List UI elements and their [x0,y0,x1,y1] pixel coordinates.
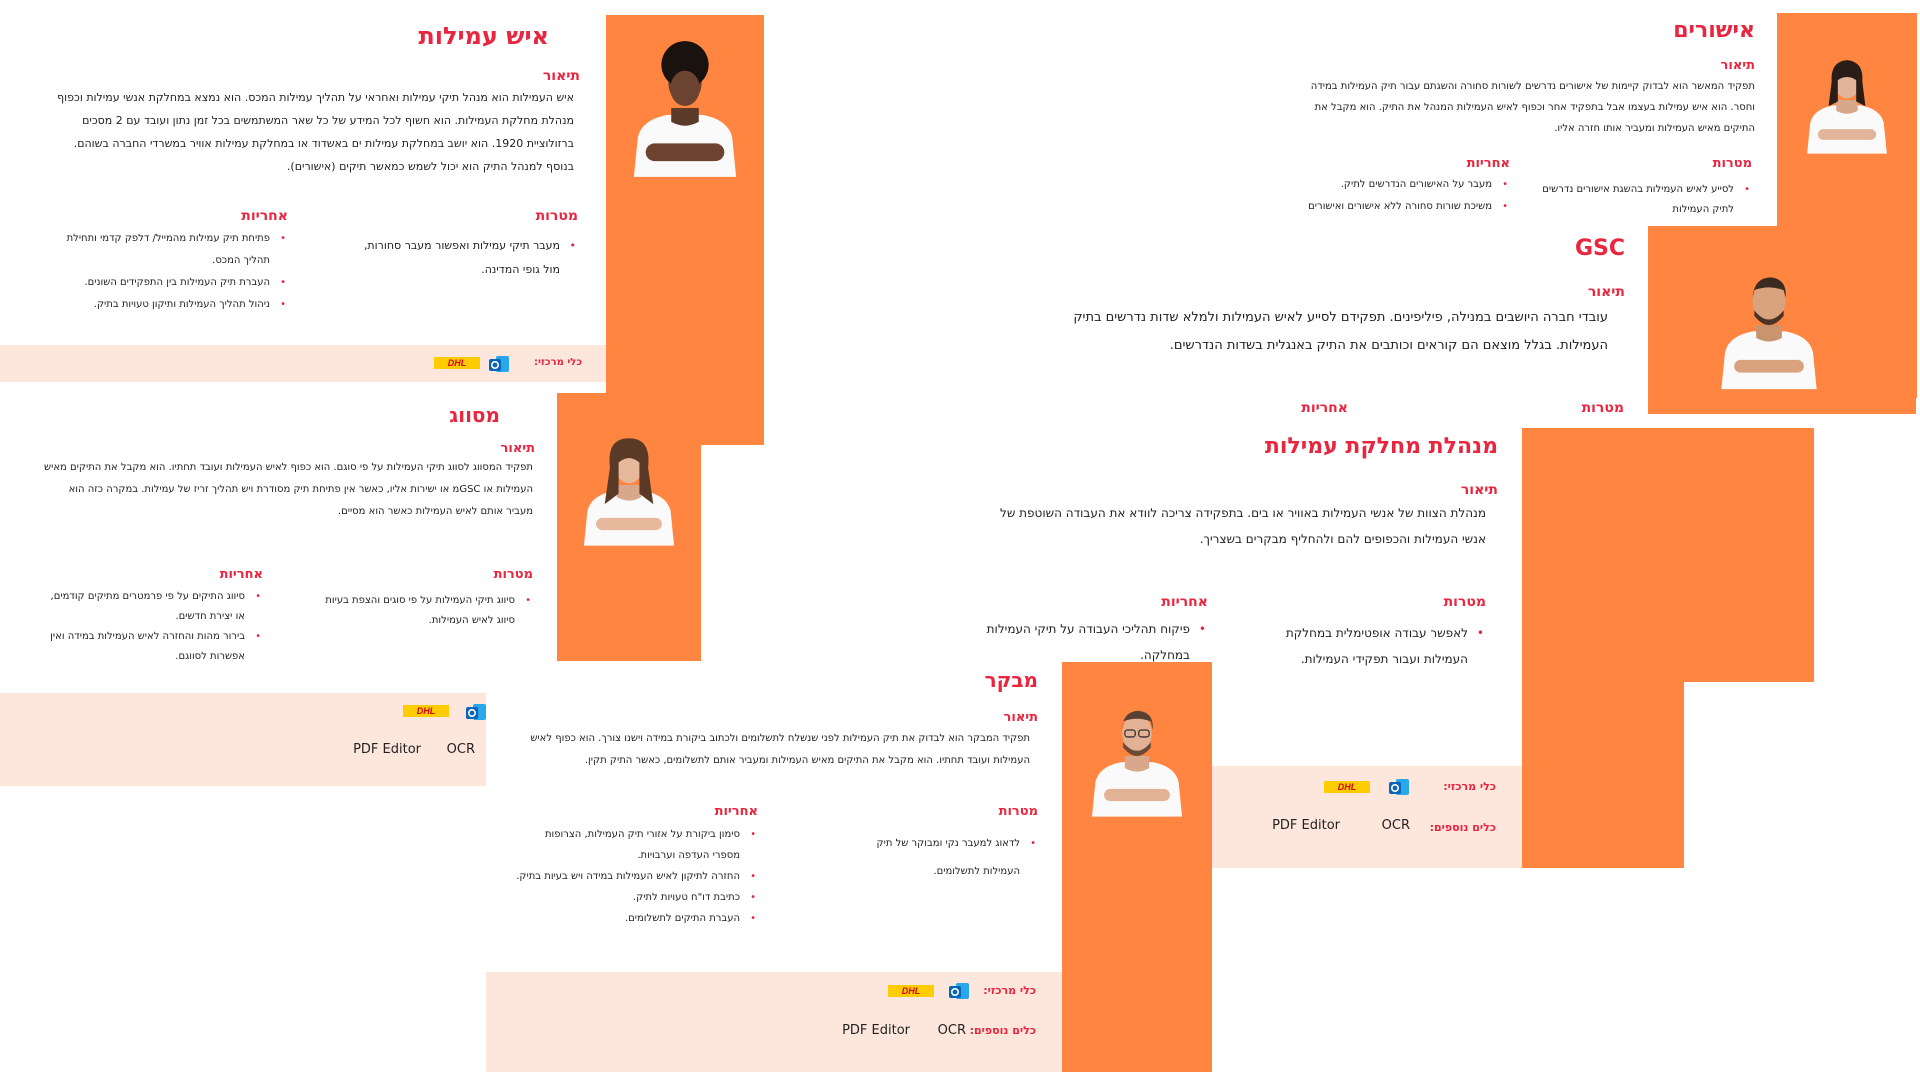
goals-label: מטרות [535,208,578,224]
tool-ocr: OCR [1381,818,1410,833]
desc-label: תיאור [500,441,535,456]
tool-pdf-editor: PDF Editor [842,1023,910,1038]
page-title: מבקר [984,668,1038,692]
resp-list [1300,174,1510,218]
dhl-logo: DHL [888,985,934,997]
person-photo [1801,35,1893,165]
resp-label: אחריות [1466,156,1510,171]
resp-list [41,587,263,667]
page-title: מסווג [449,403,500,427]
desc-label: תיאור [1460,482,1498,498]
list-item: • מעבר על האישורים הנדרשים לתיק. [1300,174,1510,196]
tools-band [486,972,1062,1072]
list-item: • לסייע לאיש העמילות בהשגת אישורים נדרשים לתיק העמילות [1527,180,1752,220]
person-photo [1714,250,1824,400]
list-item: • סימון ביקורת על אזורי תיק העמילות, הצרופות מספרי העדפה וערבויות. [516,824,758,866]
list-item: • מעבר תיקי עמילות ואפשור מעבר סחורות, מול גופי המדינה. [348,234,578,282]
dhl-logo: DHL [403,705,449,717]
outlook-icon [488,353,510,375]
resp-list [60,228,288,316]
resp-label: אחריות [1161,594,1208,610]
desc-label: תיאור [542,68,580,84]
goals-label: מטרות [1581,400,1624,416]
person-photo [1085,686,1189,826]
list-item: • סיווג תיקי העמילות על פי סוגים והצפת בעיות סיווג לאיש העמילות. [313,591,533,631]
card-mevaker [486,662,1062,1072]
list-item: • פיקוח תהליכי העבודה על תיקי העמילות במחלקה. [986,616,1208,668]
list-item: • העברת תיק העמילות בין התפקידים השונים. [60,272,288,294]
goals-list [1256,620,1486,672]
resp-label: אחריות [241,208,288,224]
goals-list [838,830,1038,886]
person-photo [626,33,744,183]
extra-tools-label: כלים נוספים: [1429,821,1496,834]
page-title: אישורים [1673,18,1755,43]
goals-label: מטרות [998,804,1038,819]
goals-label: מטרות [1712,156,1752,171]
outlook-icon [948,980,970,1002]
list-item: • לדאוג למעבר נקי ומבוקר של תיק העמילות לתשלומים. [838,830,1038,886]
card-gsc [1040,228,1680,428]
outlook-icon [465,701,487,723]
tool-ocr: OCR [446,742,475,757]
resp-label: אחריות [714,804,758,819]
resp-list [986,616,1208,668]
desc-label: תיאור [1003,710,1038,725]
tools-label: כלי מרכזי: [983,984,1036,997]
list-item: • פתיחת תיק עמילות מהמייל/ דלפק קדמי ותחילת תהליך המכס. [60,228,288,272]
desc-label: תיאור [1587,284,1625,300]
photo-panel [1522,428,1684,868]
desc-text: מנהלת הצוות של אנשי העמילות באוויר או בים. בתפקידה צריכה לוודא את העבודה השוטפת של אנשי העמילות והכפופים להם ולהחליף מבקרים בשצריך. [1000,506,1486,546]
photo-panel [606,15,764,445]
desc-text: תפקיד המאשר הוא לבדוק קיימות של אישורים נדרשים לשורות סחורה והשגתם עבור תיק העמילות במידה וחסר. הוא איש עמילות בעצמו אבל בתפקיד אחר וכפוף לאיש העמילות המנהל את התיק. הוא מקבל את התיקים מאיש העמילות ומעביר אותו חזרה אליו. [1310,81,1755,134]
dhl-logo: DHL [434,357,480,369]
tools-label: כלי מרכזי: [533,357,582,368]
person-photo [577,415,681,555]
resp-label: אחריות [1301,400,1348,416]
photo-panel [557,393,701,661]
desc-label: תיאור [1720,58,1755,73]
list-item: • משיכת שורות סחורה ללא אישורים ואישורים [1300,196,1510,218]
outlook-icon [1388,776,1410,798]
list-item: • כתיבת דו"ח טעויות לתיק. [516,887,758,908]
tool-ocr: OCR [937,1023,966,1038]
goals-list [1527,180,1752,220]
tool-pdf-editor: PDF Editor [1272,818,1340,833]
tools-band [0,345,606,382]
list-item: • העברת התיקים לתשלומים. [516,908,758,929]
desc-text: תפקיד המבקר הוא לבדוק את תיק העמילות לפני שנשלח לתשלומים ולכתוב ביקורת במידה וישנו צורך. הוא כפוף לאיש העמילות ועובד תחתיו. הוא מקבל את התיקים מאיש העמילות ומעביר אותם לתשלומים, כאשר התיק תקין. [530,733,1030,766]
desc-text: תפקיד המסווג לסווג תיקי העמילות על פי סוגם. הוא כפוף לאיש העמילות ועובד תחתיו. הוא מקבל את התיקים מאיש העמילות או GSCמ או ישירות אליו, כאשר אין פתיחת תיק מסודרת ויש תהליך זריז של עמילות. במקרה כזה הוא מעביר אותם לאיש העמילות כאשר הוא מסיים. [44,462,533,517]
photo-panel [1648,226,1916,414]
list-item: • לאפשר עבודה אופטימלית במחלקת העמילות ועבור תפקידי העמילות. [1256,620,1486,672]
resp-list [516,824,758,929]
goals-label: מטרות [493,567,533,582]
page-title: מנהלת מחלקת עמילות [1264,434,1498,459]
list-item: • החזרה לתיקון לאיש העמילות במידה ויש בעיות בתיק. [516,866,758,887]
tools-band [0,693,557,786]
extra-tools-label: כלים נוספים: [969,1024,1036,1037]
goals-list [348,234,578,282]
photo-panel [1062,662,1212,1072]
resp-label: אחריות [219,567,263,582]
card-ish-amilut [0,0,606,382]
card-sivug [0,393,557,786]
dhl-logo: DHL [1324,781,1370,793]
desc-text: עובדי חברה היושבים במנילה, פיליפינים. תפקידם לסייע לאיש העמילות ולמלא שדות נדרשים בתיק העמילות. בגלל מוצאם הם קוראים וכותבים את התיק באנגלית בשדות הנדרשים. [1073,310,1608,353]
desc-text: איש העמילות הוא מנהל תיקי עמילות ואחראי על תהליך עמילות המכס. הוא נמצא במחלקת אנשי עמילות וכפוף מנהלת מחלקת העמילות. הוא חשוף לכל המידע של כל שאר המשתמשים בכל זמן נתון ועובד עם 2 מסכים ברזולוציית 1920. הוא יושב במחלקת עמילות ים באשדוד או במחלקת עמילות אוויר במשרדי החברה בשוהם. בנוסף למנהל התיק הוא יכול לשמש כמאשר תיקים (אישורים). [57,91,574,173]
list-item: • ניהול תהליך העמילות ותיקון טעויות בתיק. [60,294,288,316]
goals-label: מטרות [1443,594,1486,610]
page-title: איש עמילות [418,22,549,50]
tools-band [1208,766,1522,868]
list-item: • בירור מהות והחזרה לאיש העמילות במידה ואין אפשרות לסווגם. [41,627,263,667]
tools-label: כלי מרכזי: [1443,780,1496,793]
goals-list [313,591,533,631]
list-item: • סיווג התיקים על פי פרמטרים מתיקים קודמים, או יצירת חדשים. [41,587,263,627]
page-title: GSC [1574,236,1625,261]
tool-pdf-editor: PDF Editor [353,742,421,757]
